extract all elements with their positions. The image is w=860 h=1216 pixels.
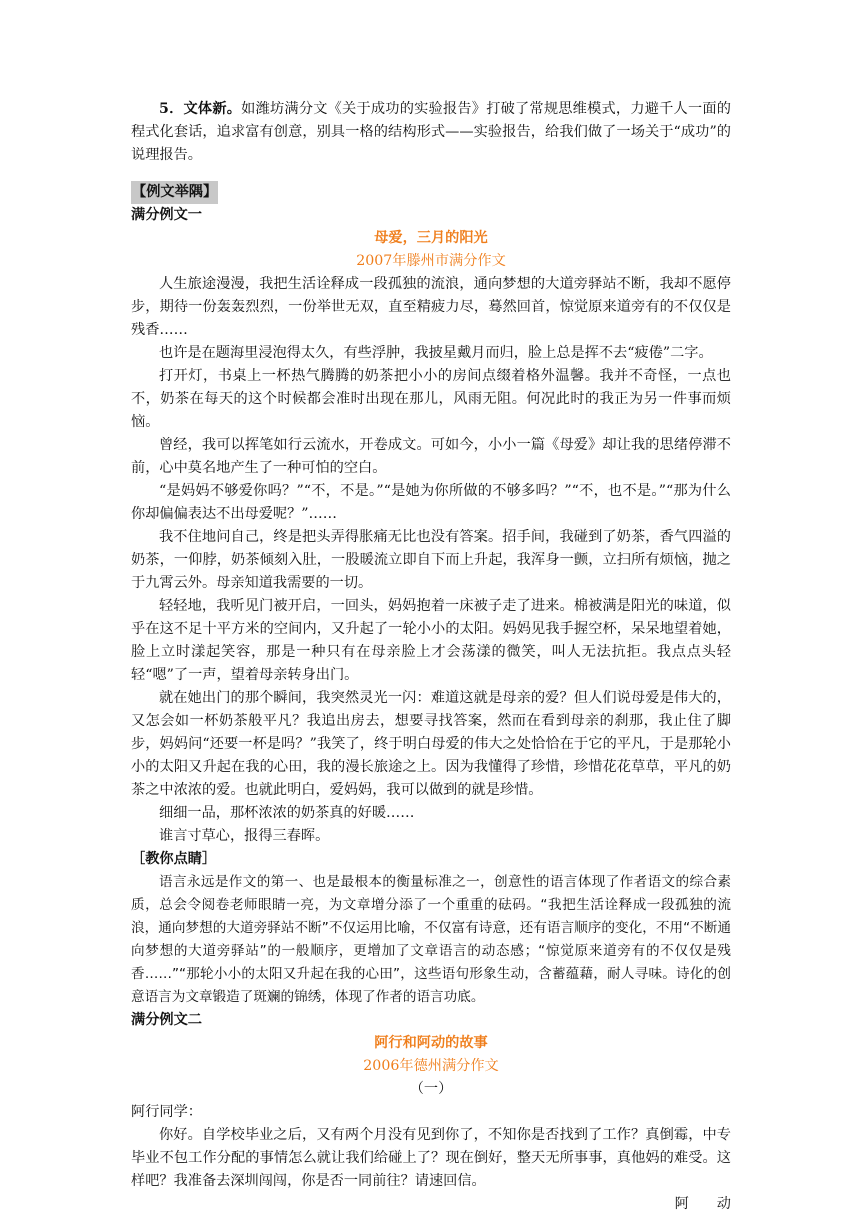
essay2-part: （一） — [409, 1081, 453, 1097]
essay2-label: 满分例文二 — [131, 1012, 202, 1028]
essay1-paragraph-5: “是妈妈不够爱你吗？”“不，不是。”“是她为你所做的不够多吗？”“不，也不是。”“那为什么你却偏偏表达不出母爱呢？”…… — [131, 483, 731, 522]
essay2-salutation: 阿行同学： — [131, 1104, 202, 1120]
essay1-comment: 语言永远是作文的第一、也是最根本的衡量标准之一，创意性的语言体现了作者语文的综合素质，总会令阅卷老师眼睛一亮，为文章增分添了一个重重的砝码。“我把生活诠释成一段孤独的流浪，通向梦想的大道旁驿站不断”不仅运用比喻，不仅富有诗意，还有语言顺序的变化，不用“不断通向梦想的大道旁驿站”的一般顺序，更增加了文章语言的动态感；“惊觉原来道旁有的不仅仅是残香……”“那轮小小的太阳又升起在我的心田”，这些语句形象生动，含蓄蕴藉，耐人寻味。诗化的创意语言为文章锻造了斑斓的锦绣，体现了作者的语言功底。 — [131, 874, 731, 1005]
essay1-title: 母爱，三月的阳光 — [374, 230, 488, 246]
essay1-paragraph-2: 也许是在题海里浸泡得太久，有些浮肿，我披星戴月而归，脸上总是挥不去“疲倦”二字。 — [159, 345, 713, 361]
intro-paragraph — [131, 98, 731, 167]
essay2-title: 阿行和阿动的故事 — [374, 1035, 488, 1051]
essay1-paragraph-9: 细细一品，那杯浓浓的奶茶真的好暖…… — [159, 805, 415, 821]
essay1-paragraph-3: 打开灯，书桌上一杯热气腾腾的奶茶把小小的房间点缀着格外温馨。我并不奇怪，一点也不，奶茶在每天的这个时候都会准时出现在那儿，风雨无阻。何况此时的我正为另一件事而烦恼。 — [131, 368, 731, 430]
section-tag-line — [131, 181, 731, 204]
essay1-label: 满分例文一 — [131, 207, 202, 223]
essay1-paragraph-6: 我不住地问自己，终是把头弄得胀痛无比也没有答案。招手间，我碰到了奶茶，香气四溢的奶茶，一仰脖，奶茶倾刻入肚，一股暖流立即自下而上升起，我浑身一颤，立扫所有烦恼，抛之于九霄云外。母亲知道我需要的一切。 — [131, 529, 731, 591]
intro-text: 如潍坊满分文《关于成功的实验报告》打破了常规思维模式，力避千人一面的程式化套话，追求富有创意，别具一格的结构形式——实验报告，给我们做了一场关于“成功”的说理报告。 — [131, 101, 731, 163]
essay1-comment-label: ［教你点睛］ — [131, 851, 217, 867]
essay1-paragraph-8: 就在她出门的那个瞬间，我突然灵光一闪：难道这就是母亲的爱？但人们说母爱是伟大的，又怎会如一杯奶茶般平凡？我追出房去，想要寻找答案，然而在看到母亲的刹那，我止住了脚步，妈妈问“还要一杯是吗？”我笑了，终于明白母爱的伟大之处恰恰在于它的平凡，于是那轮小小的太阳又升起在我的心田，我的漫长旅途之上。因为我懂得了珍惜，珍惜花花草草，平凡的奶茶之中浓浓的爱。也就此明白，爱妈妈，我可以做到的就是珍惜。 — [131, 690, 731, 798]
essay1-source: 2007年滕州市满分作文 — [356, 253, 506, 269]
essay1-paragraph-1: 人生旅途漫漫，我把生活诠释成一段孤独的流浪，通向梦想的大道旁驿站不断，我却不愿停步，期待一份轰轰烈烈，一份举世无双，直至精疲力尽，蓦然回首，惊觉原来道旁有的不仅仅是残香…… — [131, 276, 731, 338]
essay1-paragraph-4: 曾经，我可以挥笔如行云流水，开卷成文。可如今，小小一篇《母爱》却让我的思绪停滞不前，心中莫名地产生了一种可怕的空白。 — [131, 437, 731, 476]
essay2-body: 你好。自学校毕业之后，又有两个月没有见到你了，不知你是否找到了工作？真倒霉，中专毕业不包工作分配的事情怎么就让我们给碰上了？现在倒好，整天无所事事，真他妈的难受。这样吧？我准备去深圳闯闯，你是否一同前往？请速回信。 — [131, 1127, 731, 1189]
essay2-source: 2006年德州满分作文 — [363, 1058, 499, 1074]
intro-lead: 文体新。 — [183, 101, 242, 117]
essay2-signature: 阿动 — [674, 1196, 759, 1212]
intro-number: 5． — [159, 101, 184, 117]
essay1-paragraph-7: 轻轻地，我听见门被开启，一回头，妈妈抱着一床被子走了进来。棉被满是阳光的味道，似乎在这不足十平方米的空间内，又升起了一轮小小的太阳。妈妈见我手握空杯，呆呆地望着她，脸上立时漾起笑容，那是一种只有在母亲脸上才会荡漾的微笑，叫人无法抗拒。我点点头轻轻“嗯”了一声，望着母亲转身出门。 — [131, 598, 731, 683]
document-page — [131, 98, 759, 1216]
section-tag: 【例文举隅】 — [131, 181, 218, 204]
essay1-paragraph-10: 谁言寸草心，报得三春晖。 — [159, 828, 330, 844]
